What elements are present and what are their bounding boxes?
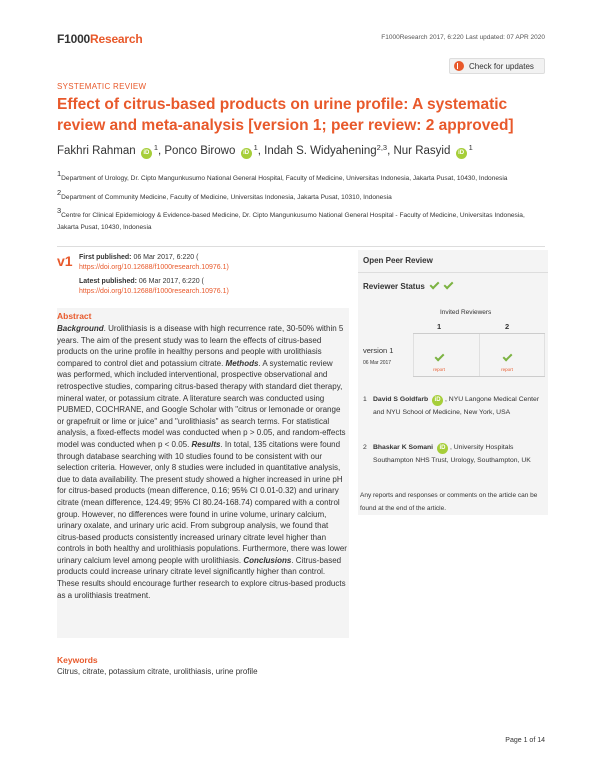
author-name[interactable]: Fakhri Rahman (57, 145, 136, 157)
reviewer-name[interactable]: Bhaskar K Somani (373, 444, 434, 451)
logo-research: Research (90, 32, 143, 46)
reviewer-name[interactable]: David S Goldfarb (373, 396, 429, 403)
section-divider (57, 246, 545, 247)
reviewer-1-report[interactable] (430, 346, 448, 372)
approved-check-icon (444, 280, 454, 290)
keywords-heading: Keywords (57, 655, 98, 665)
affiliation-item: 2Department of Community Medicine, Faculty of Medicine, Universitas Indonesia, Jakarta Pusat, 10310, Indonesia (57, 187, 392, 201)
version-date: 06 Mar 2017 (363, 360, 392, 366)
version-badge: v1 (57, 253, 73, 269)
first-published: First published: 06 Mar 2017, 6:220 ( https://doi.org/10.12688/f1000research.10976.1) (79, 253, 344, 273)
journal-logo[interactable] (57, 32, 142, 46)
check-for-updates-button[interactable] (449, 58, 545, 74)
page-header (57, 32, 545, 46)
approved-check-icon (434, 352, 444, 362)
comments-note: Any reports and responses or comments on the article can be found at the end of the article. (360, 492, 538, 512)
approved-check-icon (502, 352, 512, 362)
article-title: Effect of citrus-based products on urine profile: A systematic review and meta-analysis [version 1; peer review: 2 approved] (57, 96, 514, 134)
orcid-icon[interactable]: iD (241, 148, 252, 159)
invited-reviewers-label: Invited Reviewers (440, 309, 492, 316)
reviewer-column-2: 2 (505, 322, 510, 331)
author-affiliation-ref: 1 (253, 143, 258, 152)
crossmark-icon (454, 61, 464, 71)
panel-divider (358, 272, 548, 273)
latest-doi-link[interactable]: https://doi.org/10.12688/f1000research.10976.1) (79, 288, 229, 295)
author-affiliation-ref: 1 (153, 143, 158, 152)
author-affiliation-ref: 1 (468, 143, 473, 152)
first-doi-link[interactable]: https://doi.org/10.12688/f1000research.10976.1) (79, 264, 229, 271)
orcid-icon[interactable]: iD (141, 148, 152, 159)
check-for-updates-label: Check for updates (469, 61, 534, 71)
orcid-icon[interactable]: iD (437, 443, 448, 454)
abstract-heading: Abstract (57, 311, 92, 321)
author-name[interactable]: Ponco Birowo (164, 145, 236, 157)
affiliation-item: 3Centre for Clinical Epidemiology & Evidence-based Medicine, Dr. Cipto Mangunkusumo National General Hospital - Faculty of Medicine, Universitas Indonesia, Jakarta Pusat, 10430, Indonesia (57, 206, 525, 231)
approved-check-icon (430, 280, 440, 290)
keywords-text: Citrus, citrate, potassium citrate, urolithiasis, urine profile (57, 667, 258, 676)
orcid-icon[interactable]: iD (456, 148, 467, 159)
report-link[interactable]: report (501, 367, 513, 372)
version-label: version 1 (363, 346, 394, 355)
report-link[interactable]: report (433, 367, 445, 372)
citation-line: F1000Research 2017, 6:220 Last updated: 07 APR 2020 (381, 34, 545, 41)
affiliations (57, 168, 547, 235)
author-name[interactable]: Indah S. Widyahening (264, 145, 377, 157)
latest-published: Latest published: 06 Mar 2017, 6:220 ( https://doi.org/10.12688/f1000research.10976.1) (79, 277, 344, 297)
author-affiliation-ref: 2,3 (376, 143, 388, 152)
reviewer-item: 1 David S Goldfarb iD , NYU Langone Medical Center and NYU School of Medicine, New York, USA (363, 396, 540, 416)
reviewer-status: Reviewer Status (363, 282, 453, 291)
page-number: Page 1 of 14 (505, 737, 545, 744)
orcid-icon[interactable]: iD (432, 395, 443, 406)
logo-f1000: F1000 (57, 32, 91, 46)
abstract-text: Background. Urolithiasis is a disease with high recurrence rate, 30-50% within 5 years. The aim of the present study was to learn the effects of citrus-based products on the urine profile in healthy persons and people with urolithiasis compared to control diet and potassium citrate. Methods. A systematic review was performed, which included interventional, prospective observational and retrospective studies, comparing citrus-based therapy with standard diet therapy, mineral water, or potassium citrate. A literature search was conducted using PUBMED, COCHRANE, and Google Scholar with "citrus or lemonade or orange or grapefruit or lime or juice" and "urolithiasis" as search terms. For statistical analysis, a fixed-effects model was conducted when p > 0.05, and random-effects model was conducted when p < 0.05. Results. In total, 135 citations were found through database searching with 10 studies found to be consistent with our selection criteria. However, only 8 studies were included in quantitative analysis, due to data availability. The present study showed a higher increased in urine pH for citrus-based products (mean difference, 0.16; 95% CI 0.01-0.32) and urinary citrate (mean difference, 124.49; 95% CI 80.24-168.74) compared with a control group. However, no differences were found in urine volume, urinary calcium, urinary oxalate, and urinary uric acid. From subgroup analysis, we found that citrus-based products consistently increased urinary citrate level higher than controls in both healthy and urolithiasis populations. Furthermore, there was lower urinary calcium level among people with urolithiasis. Conclusions. Citrus-based products could increase urinary citrate level significantly higher than control. These results should encourage further research to explore citrus-based products as a urolithiasis treatment. (57, 324, 347, 600)
reviewer-2-report[interactable] (498, 346, 516, 372)
affiliation-item: 1Department of Urology, Dr. Cipto Mangunkusumo National General Hospital, Faculty of Medicine, Universitas Indonesia, Jakarta Pusat, 10430, Indonesia (57, 169, 508, 182)
author-name[interactable]: Nur Rasyid (393, 145, 451, 157)
author-list: Fakhri Rahman $iD^1$, Ponco Birowo $iD^1$, Indah S. Widyahening$^{2,3}$, Nur Rasyid $iD^1$ (57, 143, 473, 157)
reviewer-column-1: 1 (437, 322, 442, 331)
open-peer-review-heading: Open Peer Review (363, 256, 433, 265)
article-type: SYSTEMATIC REVIEW (57, 82, 147, 91)
reviewer-item: 2 Bhaskar K Somani iD , University Hospitals Southampton NHS Trust, Urology, Southampton, UK (363, 444, 531, 464)
